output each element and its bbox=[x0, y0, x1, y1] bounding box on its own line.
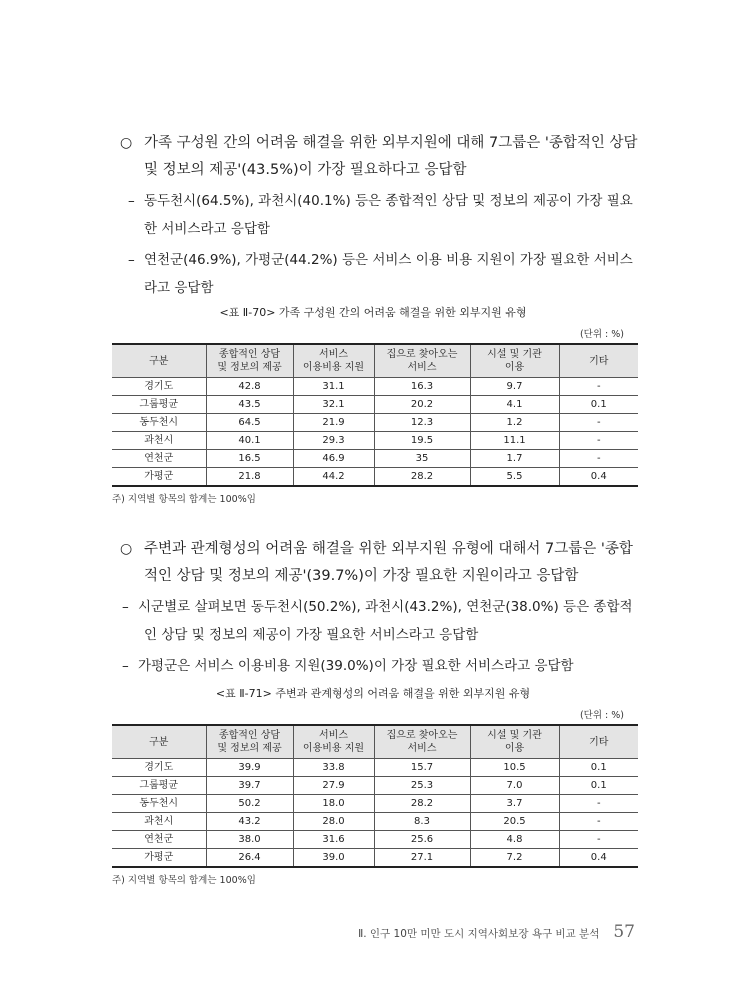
table-cell: 42.8 bbox=[206, 378, 293, 396]
table-cell: 27.1 bbox=[374, 849, 470, 868]
table-cell: - bbox=[559, 831, 638, 849]
header-label: 시설 및 기관 이용 bbox=[487, 730, 542, 754]
table-cell: 경기도 bbox=[112, 378, 206, 396]
table-cell: 40.1 bbox=[206, 432, 293, 450]
table-cell: 25.3 bbox=[374, 777, 470, 795]
table-cell: 31.1 bbox=[293, 378, 374, 396]
table-cell: - bbox=[559, 813, 638, 831]
table-cell: 연천군 bbox=[112, 450, 206, 468]
table-row bbox=[112, 432, 638, 450]
table-cell: 18.0 bbox=[293, 795, 374, 813]
table-cell: 동두천시 bbox=[112, 795, 206, 813]
sub-bullet bbox=[108, 187, 638, 243]
text-line: 시군별로 살펴보면 동두천시(50.2%), 과천시(43.2%), 연천군(38.0%) 등은 종합적 bbox=[138, 599, 633, 615]
table-cell: 동두천시 bbox=[112, 414, 206, 432]
table-cell: 과천시 bbox=[112, 813, 206, 831]
page-footer bbox=[358, 922, 635, 942]
table-cell: - bbox=[559, 450, 638, 468]
table-row bbox=[112, 759, 638, 777]
table-cell: 20.5 bbox=[470, 813, 559, 831]
table-cell: 39.7 bbox=[206, 777, 293, 795]
sub-bullet bbox=[108, 652, 638, 680]
table-caption: <표 Ⅱ-71> 주변과 관계형성의 어려움 해결을 위한 외부지원 유형 bbox=[215, 687, 531, 700]
sub-bullet bbox=[108, 246, 638, 302]
dash-bullet-icon: – bbox=[128, 193, 135, 209]
table-row bbox=[112, 414, 638, 432]
table-cell: 경기도 bbox=[112, 759, 206, 777]
table-row bbox=[112, 831, 638, 849]
text-line: 가평군은 서비스 이용비용 지원(39.0%)이 가장 필요한 서비스라고 응답함 bbox=[138, 658, 574, 674]
circle-bullet-icon: ○ bbox=[120, 541, 133, 557]
table-unit: (단위 : %) bbox=[579, 329, 624, 340]
table-cell: 21.9 bbox=[293, 414, 374, 432]
column-header bbox=[374, 725, 470, 759]
page-number: 57 bbox=[613, 922, 635, 942]
table-note: 주) 지역별 항목의 합계는 100%임 bbox=[112, 494, 256, 505]
dash-bullet-icon: – bbox=[122, 599, 129, 615]
table-cell: 28.2 bbox=[374, 795, 470, 813]
table-cell: 21.8 bbox=[206, 468, 293, 487]
table-cell: 9.7 bbox=[470, 378, 559, 396]
column-header bbox=[470, 344, 559, 378]
table-cell: 가평군 bbox=[112, 849, 206, 868]
dash-bullet-icon: – bbox=[128, 252, 135, 268]
header-label: 시설 및 기관 이용 bbox=[487, 349, 542, 373]
column-header: 기타 bbox=[559, 725, 638, 759]
table-note: 주) 지역별 항목의 합계는 100%임 bbox=[112, 875, 256, 886]
table-cell: 35 bbox=[374, 450, 470, 468]
column-header bbox=[206, 344, 293, 378]
header-label: 서비스 이용비용 지원 bbox=[302, 730, 365, 754]
table-cell: - bbox=[559, 378, 638, 396]
table-cell: 0.1 bbox=[559, 396, 638, 414]
table-cell: - bbox=[559, 414, 638, 432]
table-cell: 0.4 bbox=[559, 849, 638, 868]
data-table bbox=[112, 343, 638, 487]
table-cell: 25.6 bbox=[374, 831, 470, 849]
table-cell: 0.1 bbox=[559, 777, 638, 795]
data-table bbox=[112, 724, 638, 868]
table-cell: 64.5 bbox=[206, 414, 293, 432]
table-row bbox=[112, 396, 638, 414]
table-cell: 29.3 bbox=[293, 432, 374, 450]
table-row bbox=[112, 450, 638, 468]
table-cell: - bbox=[559, 795, 638, 813]
table-cell: 28.2 bbox=[374, 468, 470, 487]
header-label: 서비스 이용비용 지원 bbox=[302, 349, 365, 373]
table-cell: 39.9 bbox=[206, 759, 293, 777]
table-cell: 그룹평균 bbox=[112, 396, 206, 414]
table-cell: 16.3 bbox=[374, 378, 470, 396]
footer-chapter-title: Ⅱ. 인구 10만 미만 도시 지역사회보장 욕구 비교 분석 bbox=[358, 928, 600, 940]
table-cell: 20.2 bbox=[374, 396, 470, 414]
text-line: 적인 상담 및 정보의 제공'(39.7%)이 가장 필요한 지원이라고 응답함 bbox=[144, 568, 579, 584]
header-label: 집으로 찾아오는 서비스 bbox=[386, 349, 458, 373]
table-cell: 3.7 bbox=[470, 795, 559, 813]
column-header: 기타 bbox=[559, 344, 638, 378]
section-relationship-support bbox=[108, 536, 638, 680]
table-cell: 39.0 bbox=[293, 849, 374, 868]
main-bullet bbox=[108, 536, 638, 590]
table-cell: 0.1 bbox=[559, 759, 638, 777]
table-cell: 가평군 bbox=[112, 468, 206, 487]
text-line: 및 정보의 제공'(43.5%)이 가장 필요하다고 응답함 bbox=[144, 162, 467, 178]
dash-bullet-icon: – bbox=[122, 658, 129, 674]
table-cell: 16.5 bbox=[206, 450, 293, 468]
table-cell: 연천군 bbox=[112, 831, 206, 849]
table-cell: 과천시 bbox=[112, 432, 206, 450]
column-header: 구분 bbox=[112, 725, 206, 759]
header-label: 집으로 찾아오는 서비스 bbox=[386, 730, 458, 754]
table-cell: 28.0 bbox=[293, 813, 374, 831]
table-cell: 5.5 bbox=[470, 468, 559, 487]
header-label: 종합적인 상담 및 정보의 제공 bbox=[217, 730, 282, 754]
main-bullet bbox=[108, 130, 638, 184]
table-block-70 bbox=[108, 298, 638, 505]
header-label: 종합적인 상담 및 정보의 제공 bbox=[217, 349, 282, 373]
table-cell: 그룹평균 bbox=[112, 777, 206, 795]
table-cell: 31.6 bbox=[293, 831, 374, 849]
table-row bbox=[112, 777, 638, 795]
circle-bullet-icon: ○ bbox=[120, 135, 133, 151]
text-line: 가족 구성원 간의 어려움 해결을 위한 외부지원에 대해 7그룹은 '종합적인 상담 bbox=[144, 135, 638, 151]
table-cell: 44.2 bbox=[293, 468, 374, 487]
table-caption: <표 Ⅱ-70> 가족 구성원 간의 어려움 해결을 위한 외부지원 유형 bbox=[219, 306, 527, 319]
table-header-row bbox=[112, 344, 638, 378]
table-row bbox=[112, 378, 638, 396]
table-cell: 8.3 bbox=[374, 813, 470, 831]
table-cell: 46.9 bbox=[293, 450, 374, 468]
text-line: 인 상담 및 정보의 제공이 가장 필요한 서비스라고 응답함 bbox=[144, 627, 479, 643]
column-header bbox=[206, 725, 293, 759]
table-cell: 27.9 bbox=[293, 777, 374, 795]
column-header bbox=[374, 344, 470, 378]
table-row bbox=[112, 813, 638, 831]
column-header bbox=[470, 725, 559, 759]
table-cell: 11.1 bbox=[470, 432, 559, 450]
table-cell: 43.5 bbox=[206, 396, 293, 414]
text-line: 주변과 관계형성의 어려움 해결을 위한 외부지원 유형에 대해서 7그룹은 '종합 bbox=[144, 541, 633, 557]
sub-bullet bbox=[108, 593, 638, 649]
table-cell: 38.0 bbox=[206, 831, 293, 849]
table-cell: 1.7 bbox=[470, 450, 559, 468]
table-cell: 43.2 bbox=[206, 813, 293, 831]
table-cell: 12.3 bbox=[374, 414, 470, 432]
section-family-support bbox=[108, 130, 638, 302]
table-row bbox=[112, 468, 638, 487]
text-line: 동두천시(64.5%), 과천시(40.1%) 등은 종합적인 상담 및 정보의 제공이 가장 필요 bbox=[144, 193, 633, 209]
table-cell: 10.5 bbox=[470, 759, 559, 777]
table-cell: 1.2 bbox=[470, 414, 559, 432]
table-cell: - bbox=[559, 432, 638, 450]
column-header bbox=[293, 344, 374, 378]
column-header: 구분 bbox=[112, 344, 206, 378]
table-header-row bbox=[112, 725, 638, 759]
table-cell: 0.4 bbox=[559, 468, 638, 487]
table-block-71 bbox=[108, 679, 638, 886]
text-line: 연천군(46.9%), 가평군(44.2%) 등은 서비스 이용 비용 지원이 가장 필요한 서비스 bbox=[144, 252, 633, 268]
text-line: 한 서비스라고 응답함 bbox=[144, 221, 270, 237]
table-cell: 33.8 bbox=[293, 759, 374, 777]
table-cell: 7.2 bbox=[470, 849, 559, 868]
table-cell: 15.7 bbox=[374, 759, 470, 777]
table-cell: 7.0 bbox=[470, 777, 559, 795]
table-cell: 4.8 bbox=[470, 831, 559, 849]
table-cell: 32.1 bbox=[293, 396, 374, 414]
table-row bbox=[112, 795, 638, 813]
table-cell: 19.5 bbox=[374, 432, 470, 450]
table-row bbox=[112, 849, 638, 868]
table-unit: (단위 : %) bbox=[579, 710, 624, 721]
text-line: 라고 응답함 bbox=[144, 280, 214, 296]
table-cell: 50.2 bbox=[206, 795, 293, 813]
column-header bbox=[293, 725, 374, 759]
table-cell: 4.1 bbox=[470, 396, 559, 414]
table-cell: 26.4 bbox=[206, 849, 293, 868]
